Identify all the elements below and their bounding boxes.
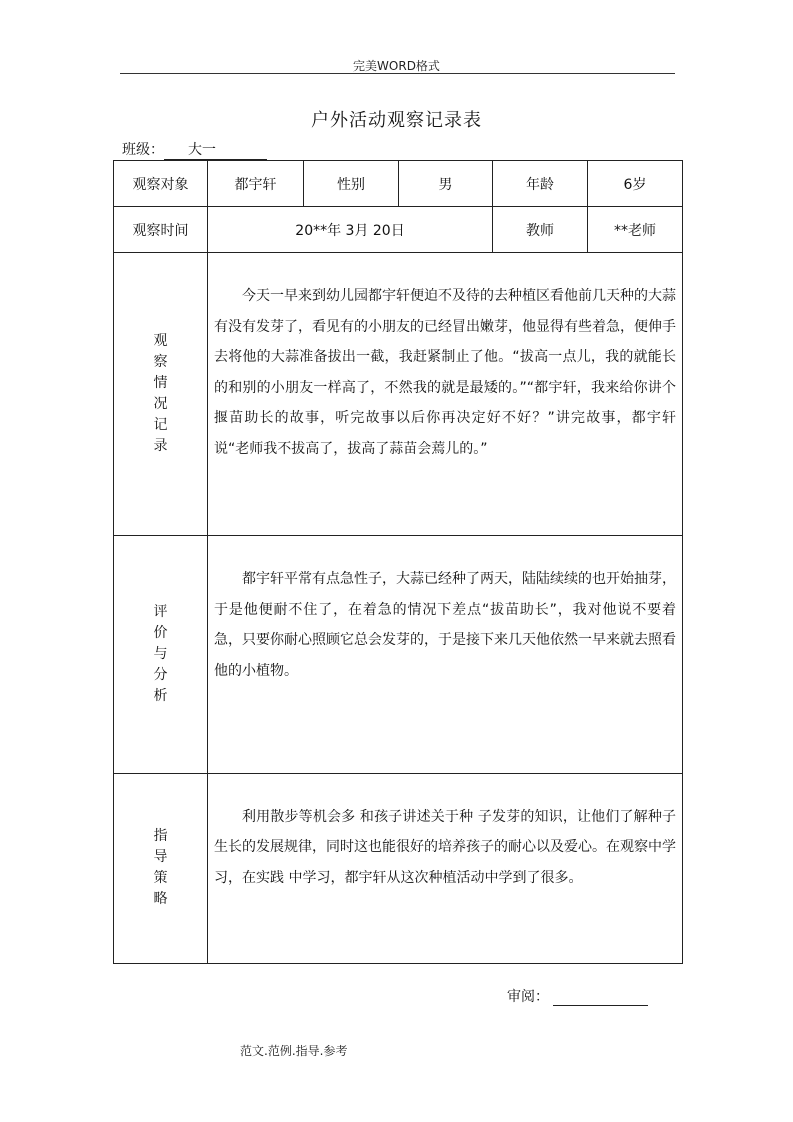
- analysis-label: 评价与分析: [153, 604, 168, 705]
- page-footer: 范文.范例.指导.参考: [240, 1044, 348, 1058]
- analysis-label-cell: [114, 536, 208, 773]
- time-label-cell: 观察时间: [114, 207, 208, 253]
- subject-value-cell[interactable]: 都宇轩: [208, 161, 304, 207]
- table-row: [114, 773, 683, 963]
- review-field: [507, 986, 648, 1006]
- time-value-cell[interactable]: 20**年 3月 20日: [208, 207, 493, 253]
- teacher-value-cell[interactable]: **老师: [588, 207, 683, 253]
- observation-text: 今天一早来到幼儿园都宇轩便迫不及待的去种植区看他前几天种的大蒜有没有发芽了，看见有的小朋友的已经冒出嫩芽，他显得有些着急，便伸手去将他的大蒜准备拔出一截，我赶紧制止了他。“拔高一点儿，我的就能长的和别的小朋友一样高了，不然我的就是最矮的。”“都宇轩，我来给你讲个揠苗助长的故事，听完故事以后你再决定好不好？”讲完故事，都宇轩说“老师我不拔高了，拔高了蒜苗会蔫儿的。”: [214, 288, 676, 457]
- table-row: [114, 253, 683, 536]
- header-rule: [120, 73, 675, 74]
- class-value[interactable]: 大一: [164, 142, 267, 160]
- subject-label-cell: 观察对象: [114, 161, 208, 207]
- observation-label-cell: [114, 253, 208, 536]
- page-header: 完美WORD格式: [353, 59, 440, 73]
- review-label: 审阅：: [507, 989, 549, 1005]
- age-label-cell: 年龄: [493, 161, 588, 207]
- observation-label: 观察情况记录: [153, 333, 168, 455]
- review-signature-line[interactable]: [553, 989, 648, 1006]
- observation-text-cell[interactable]: [208, 253, 683, 536]
- strategy-text-cell[interactable]: [208, 773, 683, 963]
- table-row: [114, 536, 683, 773]
- analysis-text: 都宇轩平常有点急性子，大蒜已经种了两天，陆陆续续的也开始抽芽，于是他便耐不住了，在着急的情况下差点“拔苗助长”，我对他说不要着急，只要你耐心照顾它总会发芽的，于是接下来几天他依然一早来就去照看他的小植物。: [214, 571, 676, 679]
- strategy-text: 利用散步等机会多 和孩子讲述关于种 子发芽的知识，让他们了解种子生长的发展规律，同时这也能很好的培养孩子的耐心以及爱心。在观察中学习，在实践 中学习，都宇轩从这次种植活动中学到了很多。: [214, 808, 676, 886]
- analysis-text-cell[interactable]: [208, 536, 683, 773]
- table-row: [114, 207, 683, 253]
- gender-label-cell: 性别: [304, 161, 399, 207]
- age-value-cell[interactable]: 6岁: [588, 161, 683, 207]
- observation-record-table: [113, 160, 683, 964]
- strategy-label: 指导策略: [153, 828, 168, 908]
- teacher-label-cell: 教师: [493, 207, 588, 253]
- strategy-label-cell: [114, 773, 208, 963]
- document-title: 户外活动观察记录表: [311, 110, 482, 131]
- class-field: [122, 139, 267, 160]
- class-label: 班级：: [122, 142, 164, 158]
- gender-value-cell[interactable]: 男: [399, 161, 493, 207]
- table-row: [114, 161, 683, 207]
